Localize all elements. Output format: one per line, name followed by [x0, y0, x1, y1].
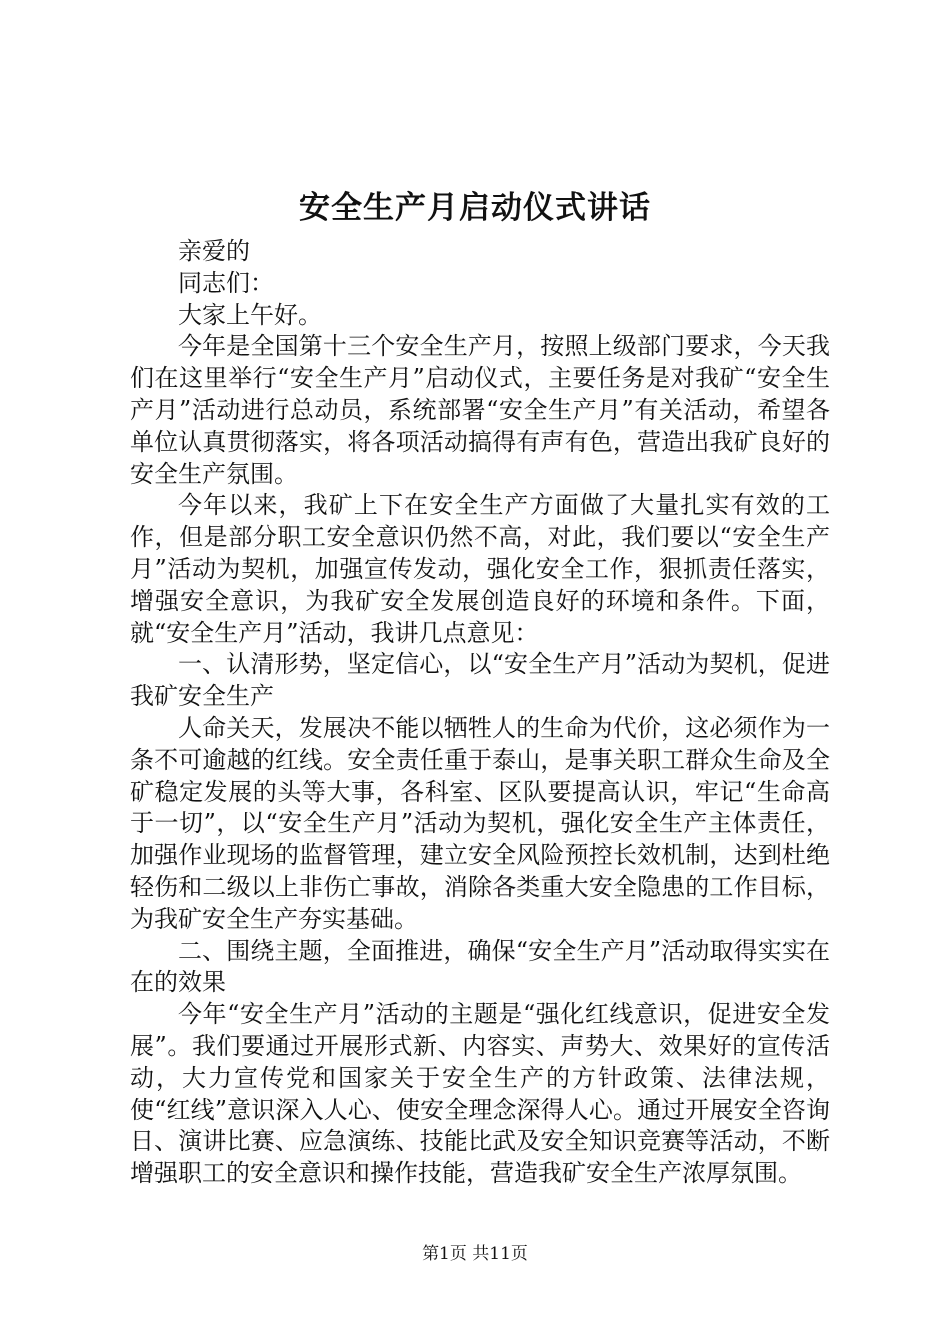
- document-title: 安全生产月启动仪式讲话: [299, 190, 651, 226]
- greeting: 大家上午好。: [178, 300, 322, 329]
- page-footer: 第1页 共11页: [422, 1244, 528, 1264]
- salutation-line-1: 亲爱的: [178, 237, 250, 265]
- document-body: [130, 236, 830, 1190]
- body-paragraph: 今年是全国第十三个安全生产月，按照上级部门要求，今天我们在这里举行“安全生产月”启动仪式，主要任务是对我矿“安全生产月”活动进行总动员，系统部署“安全生产月”有关活动，希望各单位认真贯彻落实，将各项活动搞得有声有色，营造出我矿良好的安全生产氛围。: [130, 332, 830, 488]
- salutation-line-2: 同志们：: [178, 268, 274, 297]
- section-heading-1: 一、认清形势，坚定信心，以“安全生产月”活动为契机，促进我矿安全生产: [130, 650, 830, 711]
- body-paragraph: 今年“安全生产月”活动的主题是“强化红线意识，促进安全发展”。我们要通过开展形式新、内容实、声势大、效果好的宣传活动，大力宣传党和国家关于安全生产的方针政策、法律法规，使“红线”意识深入人心、使安全理念深得人心。通过开展安全咨询日、演讲比赛、应急演练、技能比武及安全知识竞赛等活动，不断增强职工的安全意识和操作技能，营造我矿安全生产浓厚氛围。: [130, 1000, 830, 1188]
- body-paragraph: 人命关天，发展决不能以牺牲人的生命为代价，这必须作为一条不可逾越的红线。安全责任重于泰山，是事关职工群众生命及全矿稳定发展的头等大事，各科室、区队要提高认识，牢记“生命高于一切”，以“安全生产月”活动为契机，强化安全生产主体责任，加强作业现场的监督管理，建立安全风险预控长效机制，达到杜绝轻伤和二级以上非伤亡事故，消除各类重大安全隐患的工作目标，为我矿安全生产夯实基础。: [130, 713, 830, 933]
- body-paragraph: 今年以来，我矿上下在安全生产方面做了大量扎实有效的工作，但是部分职工安全意识仍然不高，对此，我们要以“安全生产月”活动为契机，加强宣传发动，强化安全工作，狠抓责任落实，增强安全意识，为我矿安全发展创造良好的环境和条件。下面，就“安全生产月”活动，我讲几点意见：: [130, 491, 830, 647]
- section-heading-2: 二、围绕主题，全面推进，确保“安全生产月”活动取得实实在在的效果: [130, 936, 830, 997]
